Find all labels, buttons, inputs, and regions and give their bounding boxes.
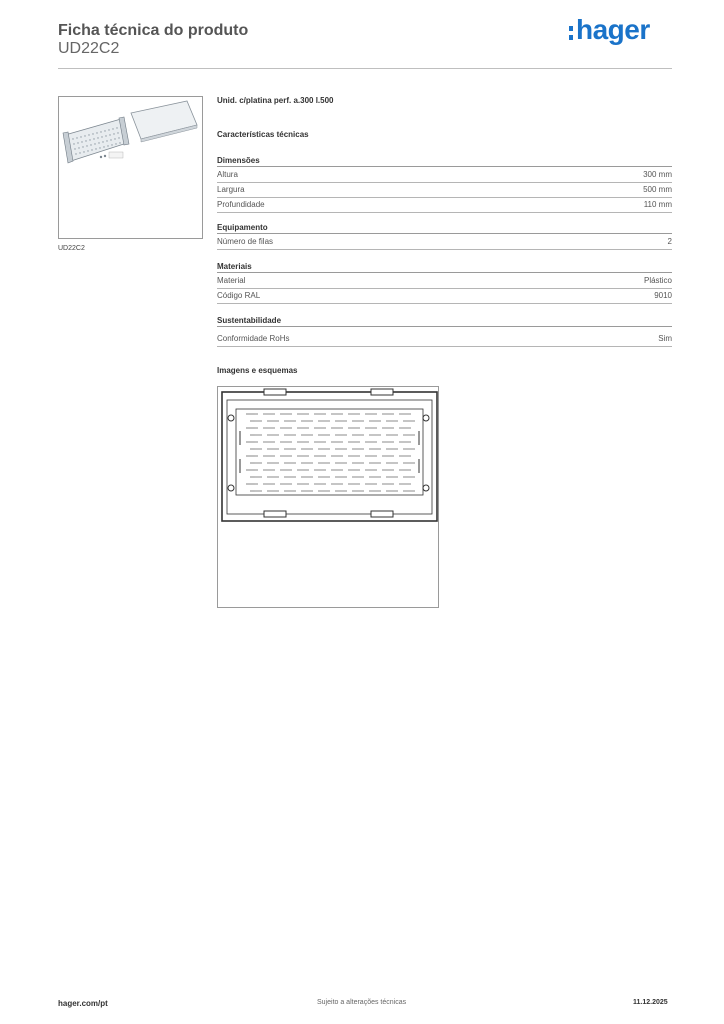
spec-value: 9010 (654, 291, 672, 300)
page-title: Ficha técnica do produto (58, 22, 249, 39)
spec-value: 500 mm (643, 185, 672, 194)
spec-label: Código RAL (217, 291, 261, 300)
spec-label: Número de filas (217, 237, 274, 246)
spec-label: Material (217, 276, 246, 285)
spec-row-depth (217, 198, 672, 213)
spec-label: Altura (217, 170, 238, 179)
spec-value: 2 (667, 237, 672, 246)
sustainability-title: Sustentabilidade (217, 316, 672, 327)
product-image-caption: UD22C2 (58, 245, 85, 252)
spec-label: Profundidade (217, 200, 265, 209)
characteristics-title: Características técnicas (217, 130, 309, 139)
spec-row-ral (217, 289, 672, 304)
equipment-title: Equipamento (217, 223, 672, 234)
logo-dot-icon (569, 35, 573, 40)
footer-note: Sujeito a alterações técnicas (317, 999, 407, 1006)
spec-row-rohs (217, 332, 672, 347)
spec-value: 300 mm (643, 170, 672, 179)
spec-row-height (217, 168, 672, 183)
schematic-drawing (218, 387, 438, 607)
product-code-heading: UD22C2 (58, 40, 120, 57)
spec-row-width (217, 183, 672, 198)
spec-row-material (217, 274, 672, 289)
product-image (58, 96, 203, 239)
spec-value: 110 mm (643, 200, 672, 209)
footer-website[interactable]: hager.com/pt (58, 999, 108, 1008)
product-illustration (59, 97, 202, 238)
brand-name: hager (576, 14, 650, 45)
header-divider (58, 68, 672, 69)
footer-date: 11.12.2025 (633, 999, 668, 1006)
technical-drawing (217, 386, 439, 608)
spec-row-rows-count (217, 235, 672, 250)
images-title: Imagens e esquemas (217, 366, 298, 375)
spec-value: Sim (658, 334, 672, 343)
spec-label: Conformidade RoHs (217, 334, 290, 343)
logo-dot-icon (569, 26, 573, 31)
product-name: Unid. c/platina perf. a.300 l.500 (217, 96, 334, 105)
materials-title: Materiais (217, 262, 672, 273)
hager-logo (568, 14, 658, 50)
dimensions-title: Dimensões (217, 156, 672, 167)
spec-label: Largura (217, 185, 245, 194)
spec-value: Plástico (643, 276, 672, 285)
